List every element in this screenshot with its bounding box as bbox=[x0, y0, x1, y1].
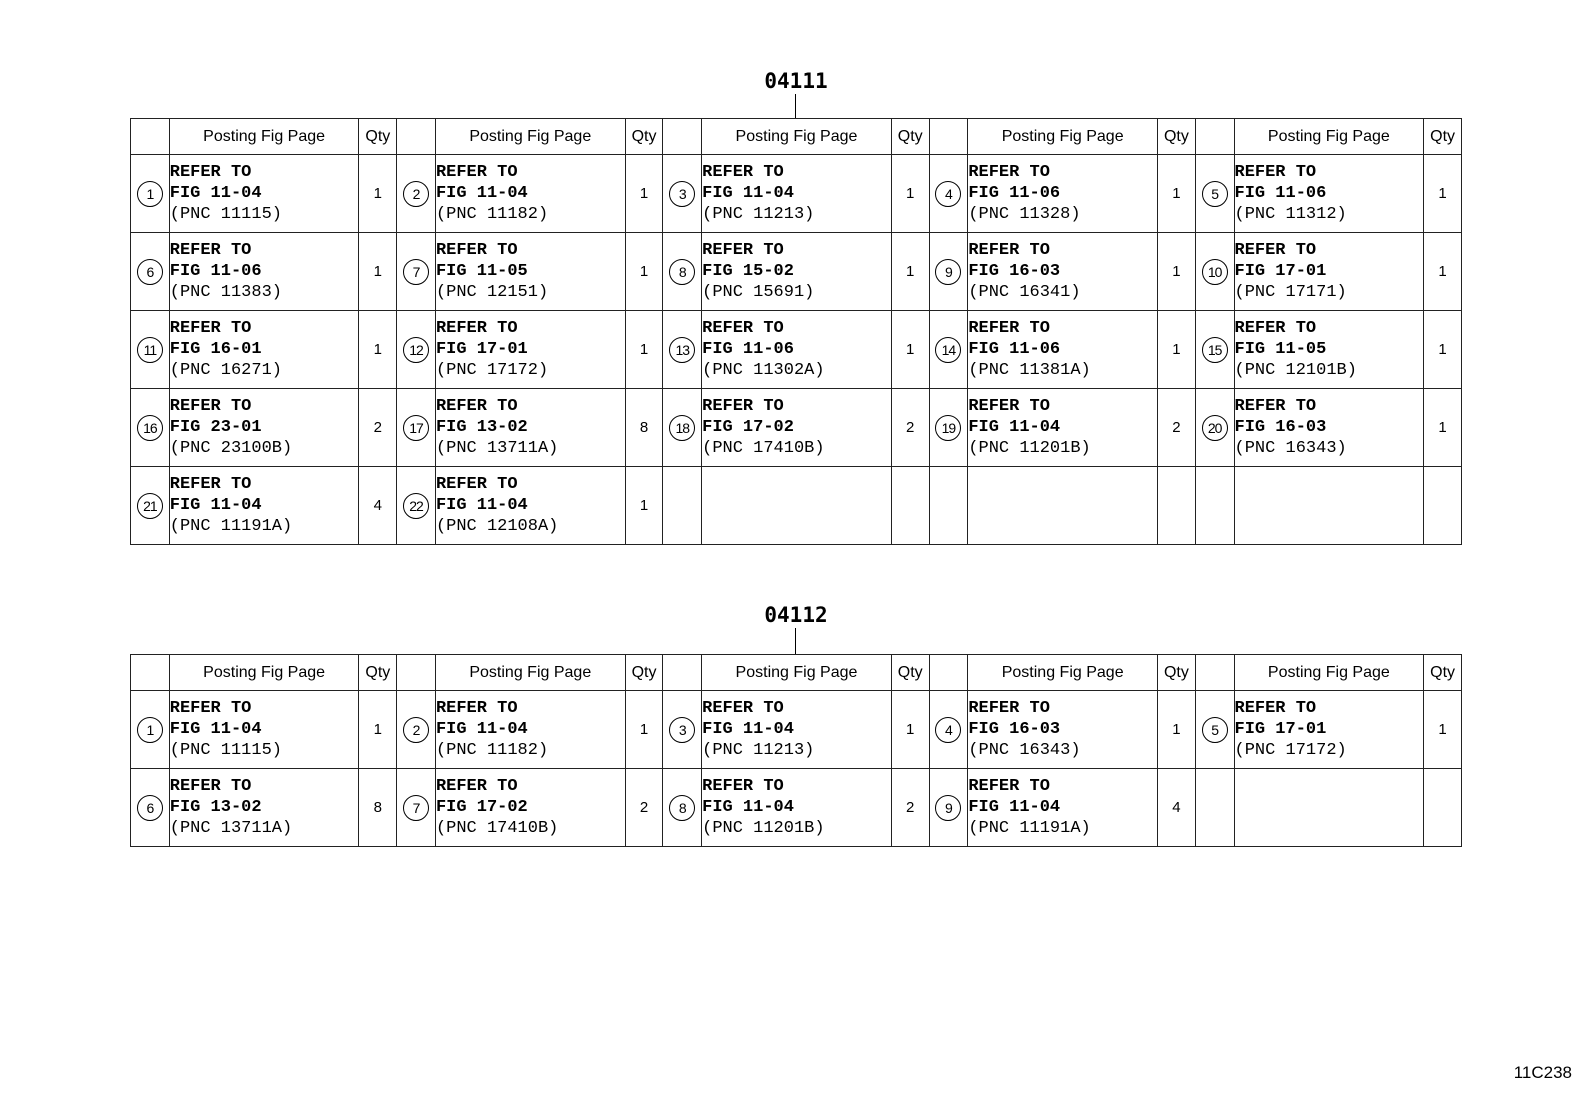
item-number-cell bbox=[397, 155, 436, 233]
table-row bbox=[131, 311, 1462, 389]
refer-to-text: REFER TO bbox=[435, 777, 518, 796]
qty-cell: 1 bbox=[625, 155, 663, 233]
pnc-text: (PNC 11191A) bbox=[169, 517, 293, 536]
item-number-cell bbox=[131, 233, 170, 311]
item-number-cell bbox=[929, 155, 968, 233]
item-number-callout: 7 bbox=[403, 795, 429, 821]
qty-cell: 1 bbox=[1158, 233, 1196, 311]
item-number-callout: 16 bbox=[137, 415, 163, 441]
pnc-text: (PNC 11381A) bbox=[968, 361, 1091, 380]
pnc-text: (PNC 11328) bbox=[968, 205, 1081, 224]
item-number-callout: 1 bbox=[137, 181, 163, 207]
reference-cell bbox=[968, 769, 1158, 847]
reference-cell bbox=[968, 691, 1158, 769]
header-fig-page: Posting Fig Page bbox=[968, 655, 1158, 691]
item-number-callout: 12 bbox=[403, 337, 429, 363]
item-number-callout: 9 bbox=[935, 259, 961, 285]
table-row bbox=[131, 691, 1462, 769]
item-number-cell bbox=[131, 691, 170, 769]
qty-cell: 1 bbox=[625, 691, 663, 769]
qty-cell: 1 bbox=[1424, 389, 1462, 467]
header-blank bbox=[397, 119, 436, 155]
pnc-text: (PNC 11201B) bbox=[968, 439, 1091, 458]
reference-cell bbox=[169, 769, 359, 847]
refer-to-text: REFER TO bbox=[968, 319, 1050, 338]
fig-page-text: FIG 11-04 bbox=[169, 184, 262, 203]
reference-cell bbox=[1234, 155, 1424, 233]
item-number-callout: 1 bbox=[137, 717, 163, 743]
pnc-text: (PNC 17172) bbox=[435, 361, 549, 380]
header-blank bbox=[131, 119, 170, 155]
refer-to-text: REFER TO bbox=[1234, 241, 1317, 260]
item-number-callout: 17 bbox=[403, 415, 429, 441]
refer-to-text: REFER TO bbox=[435, 475, 518, 494]
reference-cell bbox=[435, 467, 625, 545]
leader-line-04112 bbox=[795, 628, 796, 654]
fig-page-text: FIG 11-04 bbox=[702, 798, 794, 817]
qty-cell: 1 bbox=[1158, 155, 1196, 233]
item-number-cell bbox=[1195, 769, 1234, 847]
refer-to-text: REFER TO bbox=[968, 777, 1050, 796]
item-number-cell bbox=[929, 467, 968, 545]
pnc-text: (PNC 17410B) bbox=[435, 819, 559, 838]
item-number-callout: 10 bbox=[1202, 259, 1228, 285]
qty-cell: 1 bbox=[1158, 311, 1196, 389]
header-blank bbox=[929, 119, 968, 155]
fig-page-text: FIG 11-04 bbox=[702, 184, 794, 203]
item-number-cell bbox=[397, 691, 436, 769]
item-number-cell bbox=[131, 311, 170, 389]
pnc-text: (PNC 16343) bbox=[968, 741, 1081, 760]
refer-to-text: REFER TO bbox=[169, 699, 252, 718]
item-number-callout: 21 bbox=[137, 493, 163, 519]
refer-to-text: REFER TO bbox=[702, 777, 784, 796]
header-qty: Qty bbox=[1158, 119, 1196, 155]
leader-line-04111 bbox=[795, 94, 796, 118]
item-number-callout: 2 bbox=[403, 717, 429, 743]
pnc-text: (PNC 15691) bbox=[702, 283, 815, 302]
item-number-cell bbox=[397, 467, 436, 545]
item-number-cell bbox=[663, 389, 702, 467]
header-qty: Qty bbox=[625, 655, 663, 691]
fig-page-text: FIG 23-01 bbox=[169, 418, 262, 437]
header-row bbox=[131, 119, 1462, 155]
fig-page-text: FIG 17-01 bbox=[435, 340, 528, 359]
group-part-number-04111: 04111 bbox=[764, 69, 828, 93]
pnc-text: (PNC 11213) bbox=[702, 205, 815, 224]
table-row bbox=[131, 155, 1462, 233]
refer-to-text: REFER TO bbox=[169, 397, 252, 416]
pnc-text: (PNC 17410B) bbox=[702, 439, 825, 458]
reference-cell bbox=[702, 769, 892, 847]
reference-cell bbox=[968, 467, 1158, 545]
item-number-cell bbox=[929, 691, 968, 769]
item-number-cell bbox=[131, 467, 170, 545]
item-number-cell bbox=[663, 233, 702, 311]
refer-to-text: REFER TO bbox=[968, 163, 1050, 182]
qty-cell: 1 bbox=[1158, 691, 1196, 769]
header-blank bbox=[397, 655, 436, 691]
item-number-cell bbox=[663, 311, 702, 389]
reference-cell bbox=[702, 311, 892, 389]
refer-to-text: REFER TO bbox=[1234, 163, 1317, 182]
header-fig-page: Posting Fig Page bbox=[169, 119, 359, 155]
qty-cell: 2 bbox=[891, 389, 929, 467]
item-number-cell bbox=[131, 155, 170, 233]
fig-page-text: FIG 11-06 bbox=[169, 262, 262, 281]
header-qty: Qty bbox=[891, 119, 929, 155]
table-row bbox=[131, 233, 1462, 311]
refer-to-text: REFER TO bbox=[169, 241, 252, 260]
item-number-cell bbox=[1195, 311, 1234, 389]
pnc-text: (PNC 11302A) bbox=[702, 361, 825, 380]
fig-page-text: FIG 16-03 bbox=[968, 720, 1061, 739]
refer-to-text: REFER TO bbox=[169, 319, 252, 338]
refer-to-text: REFER TO bbox=[702, 397, 784, 416]
pnc-text: (PNC 11115) bbox=[169, 741, 282, 760]
fig-page-text: FIG 16-03 bbox=[968, 262, 1061, 281]
header-fig-page: Posting Fig Page bbox=[702, 119, 892, 155]
refer-to-text: REFER TO bbox=[702, 241, 784, 260]
qty-cell: 4 bbox=[1158, 769, 1196, 847]
item-number-cell bbox=[1195, 467, 1234, 545]
refer-to-text: REFER TO bbox=[968, 699, 1050, 718]
header-fig-page: Posting Fig Page bbox=[702, 655, 892, 691]
qty-cell: 1 bbox=[891, 311, 929, 389]
item-number-cell bbox=[1195, 389, 1234, 467]
fig-page-text: FIG 11-04 bbox=[169, 720, 262, 739]
pnc-text: (PNC 16343) bbox=[1234, 439, 1347, 458]
item-number-callout: 22 bbox=[403, 493, 429, 519]
item-number-cell bbox=[929, 389, 968, 467]
qty-cell: 1 bbox=[359, 155, 397, 233]
fig-page-text: FIG 11-06 bbox=[968, 340, 1061, 359]
qty-cell: 1 bbox=[625, 233, 663, 311]
header-blank bbox=[663, 655, 702, 691]
qty-cell: 2 bbox=[891, 769, 929, 847]
header-fig-page: Posting Fig Page bbox=[435, 119, 625, 155]
reference-cell bbox=[435, 769, 625, 847]
item-number-callout: 8 bbox=[669, 795, 695, 821]
header-qty: Qty bbox=[891, 655, 929, 691]
item-number-callout: 5 bbox=[1202, 181, 1228, 207]
item-number-callout: 4 bbox=[935, 181, 961, 207]
header-fig-page: Posting Fig Page bbox=[435, 655, 625, 691]
item-number-cell bbox=[929, 769, 968, 847]
refer-to-text: REFER TO bbox=[1234, 397, 1317, 416]
parts-table-04111 bbox=[130, 118, 1462, 545]
item-number-callout: 4 bbox=[935, 717, 961, 743]
reference-cell bbox=[169, 389, 359, 467]
header-blank bbox=[131, 655, 170, 691]
reference-cell bbox=[435, 389, 625, 467]
item-number-callout: 15 bbox=[1202, 337, 1228, 363]
fig-page-text: FIG 15-02 bbox=[702, 262, 794, 281]
header-qty: Qty bbox=[1158, 655, 1196, 691]
reference-cell bbox=[169, 233, 359, 311]
table-row bbox=[131, 467, 1462, 545]
reference-cell bbox=[169, 311, 359, 389]
reference-cell bbox=[169, 691, 359, 769]
item-number-callout: 9 bbox=[935, 795, 961, 821]
pnc-text: (PNC 11115) bbox=[169, 205, 282, 224]
qty-cell: 1 bbox=[891, 691, 929, 769]
qty-cell bbox=[1158, 467, 1196, 545]
group-part-number-04112: 04112 bbox=[764, 603, 828, 627]
refer-to-text: REFER TO bbox=[968, 397, 1050, 416]
item-number-cell bbox=[397, 311, 436, 389]
parts-table-04112 bbox=[130, 654, 1462, 847]
fig-page-text: FIG 11-04 bbox=[702, 720, 794, 739]
qty-cell: 2 bbox=[625, 769, 663, 847]
qty-cell: 8 bbox=[625, 389, 663, 467]
item-number-cell bbox=[397, 769, 436, 847]
pnc-text: (PNC 13711A) bbox=[435, 439, 559, 458]
item-number-callout: 3 bbox=[669, 181, 695, 207]
header-qty: Qty bbox=[1424, 119, 1462, 155]
header-qty: Qty bbox=[359, 119, 397, 155]
pnc-text: (PNC 23100B) bbox=[169, 439, 293, 458]
header-qty: Qty bbox=[625, 119, 663, 155]
fig-page-text: FIG 11-05 bbox=[1234, 340, 1327, 359]
qty-cell: 8 bbox=[359, 769, 397, 847]
pnc-text: (PNC 17172) bbox=[1234, 741, 1347, 760]
qty-cell: 1 bbox=[625, 467, 663, 545]
header-fig-page: Posting Fig Page bbox=[169, 655, 359, 691]
item-number-cell bbox=[1195, 155, 1234, 233]
illustration-code: 11C238 bbox=[1513, 1063, 1572, 1082]
qty-cell: 1 bbox=[359, 311, 397, 389]
refer-to-text: REFER TO bbox=[435, 699, 518, 718]
reference-cell bbox=[1234, 233, 1424, 311]
qty-cell: 1 bbox=[1424, 233, 1462, 311]
item-number-cell bbox=[131, 769, 170, 847]
qty-cell: 1 bbox=[891, 155, 929, 233]
pnc-text: (PNC 11213) bbox=[702, 741, 815, 760]
fig-page-text: FIG 11-04 bbox=[169, 496, 262, 515]
header-blank bbox=[663, 119, 702, 155]
item-number-callout: 6 bbox=[137, 259, 163, 285]
fig-page-text: FIG 11-06 bbox=[702, 340, 794, 359]
reference-cell bbox=[1234, 311, 1424, 389]
pnc-text: (PNC 12108A) bbox=[435, 517, 559, 536]
qty-cell bbox=[891, 467, 929, 545]
reference-cell bbox=[1234, 769, 1424, 847]
fig-page-text: FIG 11-04 bbox=[435, 184, 528, 203]
reference-cell bbox=[968, 311, 1158, 389]
qty-cell: 1 bbox=[359, 691, 397, 769]
item-number-cell bbox=[1195, 233, 1234, 311]
item-number-callout: 20 bbox=[1202, 415, 1228, 441]
fig-page-text: FIG 16-01 bbox=[169, 340, 262, 359]
refer-to-text: REFER TO bbox=[702, 163, 784, 182]
qty-cell: 1 bbox=[1424, 311, 1462, 389]
refer-to-text: REFER TO bbox=[435, 319, 518, 338]
item-number-cell bbox=[663, 155, 702, 233]
qty-cell: 1 bbox=[625, 311, 663, 389]
refer-to-text: REFER TO bbox=[435, 397, 518, 416]
fig-page-text: FIG 11-06 bbox=[1234, 184, 1327, 203]
reference-cell bbox=[169, 467, 359, 545]
fig-page-text: FIG 11-06 bbox=[968, 184, 1061, 203]
reference-cell bbox=[702, 155, 892, 233]
pnc-text: (PNC 12151) bbox=[435, 283, 549, 302]
header-qty: Qty bbox=[359, 655, 397, 691]
qty-cell: 1 bbox=[1424, 691, 1462, 769]
fig-page-text: FIG 11-05 bbox=[435, 262, 528, 281]
item-number-cell bbox=[1195, 691, 1234, 769]
reference-cell bbox=[1234, 691, 1424, 769]
item-number-callout: 13 bbox=[669, 337, 695, 363]
item-number-callout: 7 bbox=[403, 259, 429, 285]
pnc-text: (PNC 13711A) bbox=[169, 819, 293, 838]
fig-page-text: FIG 17-01 bbox=[1234, 720, 1327, 739]
item-number-cell bbox=[929, 233, 968, 311]
reference-cell bbox=[1234, 467, 1424, 545]
item-number-callout: 5 bbox=[1202, 717, 1228, 743]
refer-to-text: REFER TO bbox=[1234, 319, 1317, 338]
refer-to-text: REFER TO bbox=[169, 163, 252, 182]
pnc-text: (PNC 11182) bbox=[435, 205, 549, 224]
reference-cell bbox=[702, 691, 892, 769]
header-blank bbox=[1195, 119, 1234, 155]
item-number-callout: 18 bbox=[669, 415, 695, 441]
reference-cell bbox=[435, 155, 625, 233]
reference-cell bbox=[435, 691, 625, 769]
item-number-cell bbox=[663, 467, 702, 545]
reference-cell bbox=[702, 467, 892, 545]
reference-cell bbox=[702, 389, 892, 467]
refer-to-text: REFER TO bbox=[702, 699, 784, 718]
qty-cell bbox=[1424, 467, 1462, 545]
item-number-callout: 3 bbox=[669, 717, 695, 743]
header-qty: Qty bbox=[1424, 655, 1462, 691]
item-number-callout: 19 bbox=[935, 415, 961, 441]
pnc-text: (PNC 16271) bbox=[169, 361, 282, 380]
item-number-cell bbox=[397, 233, 436, 311]
header-row bbox=[131, 655, 1462, 691]
fig-page-text: FIG 13-02 bbox=[435, 418, 528, 437]
header-fig-page: Posting Fig Page bbox=[968, 119, 1158, 155]
pnc-text: (PNC 11201B) bbox=[702, 819, 825, 838]
fig-page-text: FIG 11-04 bbox=[968, 798, 1061, 817]
table-row bbox=[131, 769, 1462, 847]
reference-cell bbox=[702, 233, 892, 311]
refer-to-text: REFER TO bbox=[435, 163, 518, 182]
fig-page-text: FIG 11-04 bbox=[435, 496, 528, 515]
qty-cell: 1 bbox=[891, 233, 929, 311]
item-number-cell bbox=[131, 389, 170, 467]
header-fig-page: Posting Fig Page bbox=[1234, 119, 1424, 155]
reference-cell bbox=[968, 389, 1158, 467]
pnc-text: (PNC 12101B) bbox=[1234, 361, 1357, 380]
item-number-cell bbox=[663, 769, 702, 847]
reference-cell bbox=[968, 155, 1158, 233]
refer-to-text: REFER TO bbox=[1234, 699, 1317, 718]
pnc-text: (PNC 11191A) bbox=[968, 819, 1091, 838]
qty-cell: 2 bbox=[1158, 389, 1196, 467]
pnc-text: (PNC 11182) bbox=[435, 741, 549, 760]
qty-cell: 4 bbox=[359, 467, 397, 545]
fig-page-text: FIG 17-01 bbox=[1234, 262, 1327, 281]
pnc-text: (PNC 16341) bbox=[968, 283, 1081, 302]
reference-cell bbox=[435, 311, 625, 389]
pnc-text: (PNC 11312) bbox=[1234, 205, 1347, 224]
item-number-callout: 8 bbox=[669, 259, 695, 285]
fig-page-text: FIG 11-04 bbox=[435, 720, 528, 739]
qty-cell: 1 bbox=[1424, 155, 1462, 233]
item-number-callout: 11 bbox=[137, 337, 163, 363]
refer-to-text: REFER TO bbox=[169, 777, 252, 796]
reference-cell bbox=[968, 233, 1158, 311]
header-fig-page: Posting Fig Page bbox=[1234, 655, 1424, 691]
reference-cell bbox=[169, 155, 359, 233]
refer-to-text: REFER TO bbox=[968, 241, 1050, 260]
header-blank bbox=[929, 655, 968, 691]
table-row bbox=[131, 389, 1462, 467]
qty-cell: 2 bbox=[359, 389, 397, 467]
qty-cell: 1 bbox=[359, 233, 397, 311]
header-blank bbox=[1195, 655, 1234, 691]
fig-page-text: FIG 11-04 bbox=[968, 418, 1061, 437]
refer-to-text: REFER TO bbox=[435, 241, 518, 260]
fig-page-text: FIG 17-02 bbox=[435, 798, 528, 817]
reference-cell bbox=[1234, 389, 1424, 467]
item-number-callout: 6 bbox=[137, 795, 163, 821]
pnc-text: (PNC 11383) bbox=[169, 283, 282, 302]
item-number-cell bbox=[397, 389, 436, 467]
item-number-callout: 14 bbox=[935, 337, 961, 363]
item-number-callout: 2 bbox=[403, 181, 429, 207]
fig-page-text: FIG 13-02 bbox=[169, 798, 262, 817]
item-number-cell bbox=[663, 691, 702, 769]
fig-page-text: FIG 16-03 bbox=[1234, 418, 1327, 437]
fig-page-text: FIG 17-02 bbox=[702, 418, 794, 437]
qty-cell bbox=[1424, 769, 1462, 847]
refer-to-text: REFER TO bbox=[169, 475, 252, 494]
refer-to-text: REFER TO bbox=[702, 319, 784, 338]
pnc-text: (PNC 17171) bbox=[1234, 283, 1347, 302]
reference-cell bbox=[435, 233, 625, 311]
item-number-cell bbox=[929, 311, 968, 389]
